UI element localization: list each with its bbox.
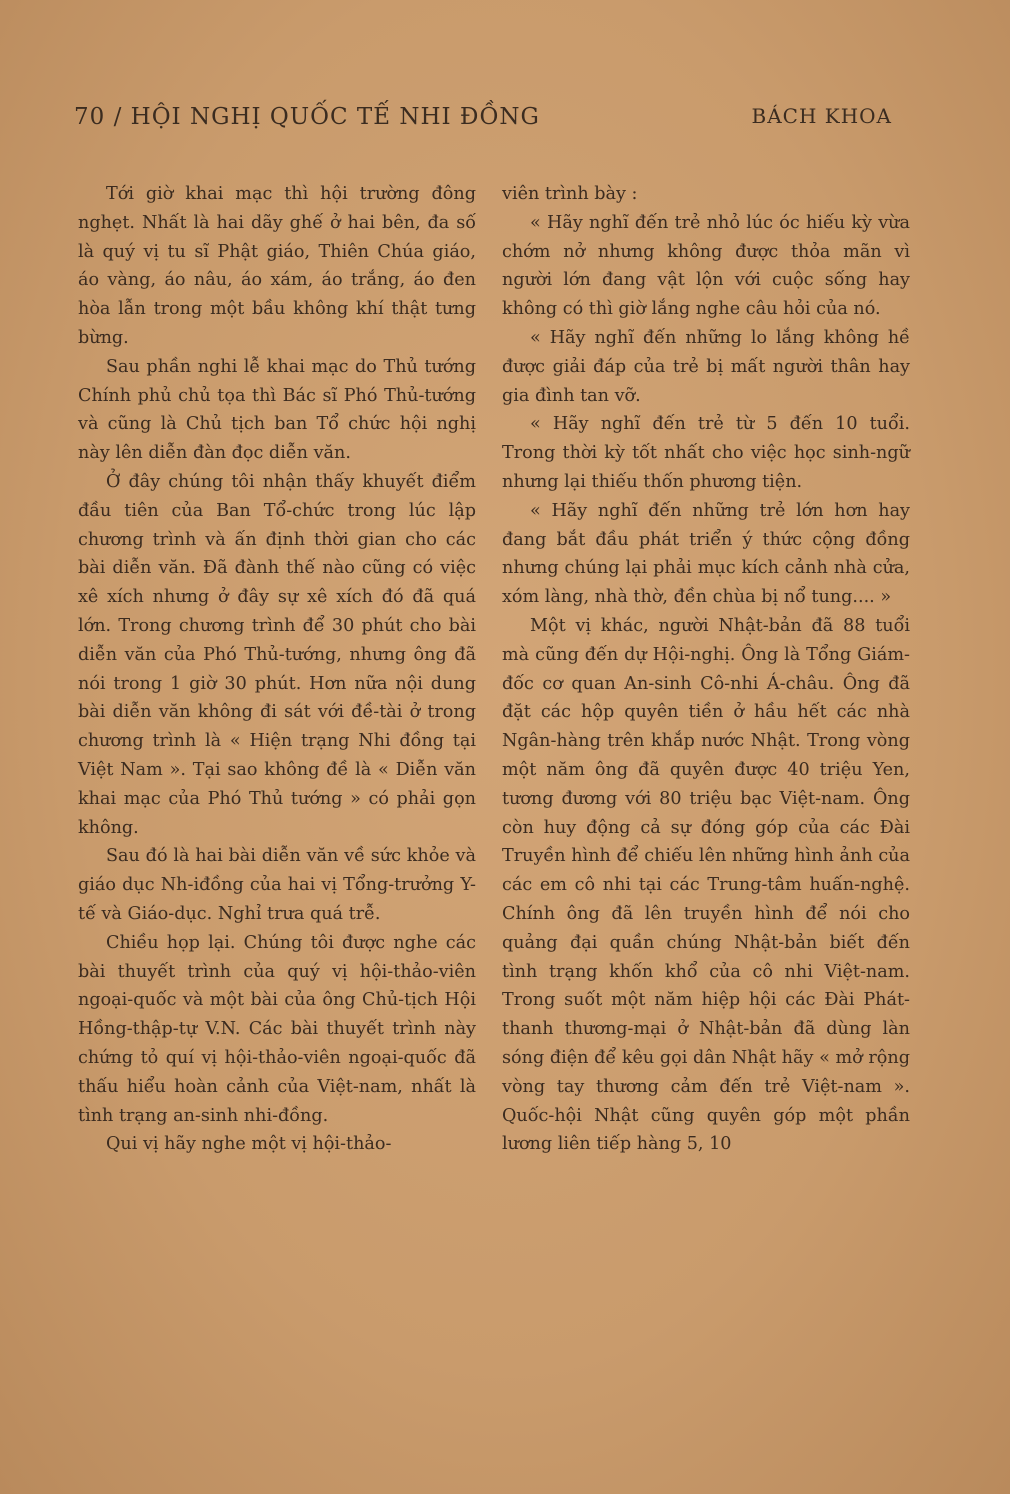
paragraph: Sau phần nghi lễ khai mạc do Thủ tướng Chính phủ chủ tọa thì Bác sĩ Phó Thủ-tướng và cũng là Chủ tịch ban Tổ chức hội nghị này lên diễn đàn đọc diễn văn. [78,356,476,464]
quote-paragraph: « Hãy nghĩ đến những lo lắng không hề được giải đáp của trẻ bị mất người thân hay gia đình tan vỡ. [502,327,910,406]
running-title: 70 / HỘI NGHỊ QUỐC TẾ NHI ĐỒNG [74,104,540,130]
magazine-name: BÁCH KHOA [751,104,892,128]
quote-paragraph: « Hãy nghĩ đến những trẻ lớn hơn hay đang bắt đầu phát triển ý thức cộng đồng nhưng chúng lại phải mục kích cảnh nhà cửa, xóm làng, nhà thờ, đền chùa bị nổ tung.... » [502,500,910,608]
paragraph: Ở đây chúng tôi nhận thấy khuyết điểm đầu tiên của Ban Tổ-chức trong lúc lập chương trình và ấn định thời gian cho các bài diễn văn. Đã đành thế nào cũng có việc xê xích nhưng ở đây sự xê xích đó đã quá lớn. Trong chương trình để 30 phút cho bài diễn văn của Phó Thủ-tướng, nhưng ông đã nói trong 1 giờ 30 phút. Hơn nữa nội dung bài diễn văn không đi sát với đề-tài ở trong chương trình là « Hiện trạng Nhi đồng tại Việt Nam ». Tại sao không đề là « Diễn văn khai mạc của Phó Thủ tướng » có phải gọn không. [78,471,476,838]
quote-paragraph: « Hãy nghĩ đến trẻ từ 5 đến 10 tuổi. Trong thời kỳ tốt nhất cho việc học sinh-ngữ nhưng lại thiếu thốn phương tiện. [502,414,910,492]
paragraph: viên trình bày : [502,184,638,204]
paragraph: Một vị khác, người Nhật-bản đã 88 tuổi mà cũng đến dự Hội-nghị. Ông là Tổng Giám-đốc cơ quan An-sinh Cô-nhi Á-châu. Ông đã đặt các hộp quyên tiền ở hầu hết các nhà Ngân-hàng trên khắp nước Nhật. Trong vòng một năm ông đã quyên được 40 triệu Yen, tương đương với 80 triệu bạc Việt-nam. Ông còn huy động cả sự đóng góp của các Đài Truyền hình để chiếu lên những hình ảnh của các em cô nhi tại các Trung-tâm huấn-nghệ. Chính ông đã lên truyền hình để nói cho quảng đại quần chúng Nhật-bản biết đến tình trạng khốn khổ của cô nhi Việt-nam. Trong suốt một năm hiệp hội các Đài Phát-thanh thương-mại ở Nhật-bản đã dùng làn sóng điện để kêu gọi dân Nhật hãy « mở rộng vòng tay thương cảm đến trẻ Việt-nam ». Quốc-hội Nhật cũng quyên góp một phần lương liên tiếp hàng 5, 10 [502,615,910,1155]
right-column [502,180,910,1159]
left-column [78,180,476,1159]
paragraph: Qui vị hãy nghe một vị hội-thảo- [106,1134,392,1155]
paragraph: Sau đó là hai bài diễn văn về sức khỏe và giáo dục Nh-iđồng của hai vị Tổng-trưởng Y-tế và Giáo-dục. Nghỉ trưa quá trễ. [78,846,476,924]
quote-paragraph: « Hãy nghĩ đến trẻ nhỏ lúc óc hiếu kỳ vừa chớm nở nhưng không được thỏa mãn vì người lớn đang vật lộn với cuộc sống hay không có thì giờ lắng nghe câu hỏi của nó. [502,212,910,320]
paragraph: Tới giờ khai mạc thì hội trường đông nghẹt. Nhất là hai dãy ghế ở hai bên, đa số là quý vị tu sĩ Phật giáo, Thiên Chúa giáo, áo vàng, áo nâu, áo xám, áo trắng, áo đen hòa lẫn trong một bầu không khí thật tưng bừng. [78,184,476,348]
page-header [74,104,892,144]
paragraph: Chiều họp lại. Chúng tôi được nghe các bài thuyết trình của quý vị hội-thảo-viên ngoại-quốc và một bài của ông Chủ-tịch Hội Hồng-thập-tự V.N. Các bài thuyết trình này chứng tỏ quí vị hội-thảo-viên ngoại-quốc đã thấu hiểu hoàn cảnh của Việt-nam, nhất là tình trạng an-sinh nhi-đồng. [78,932,476,1126]
